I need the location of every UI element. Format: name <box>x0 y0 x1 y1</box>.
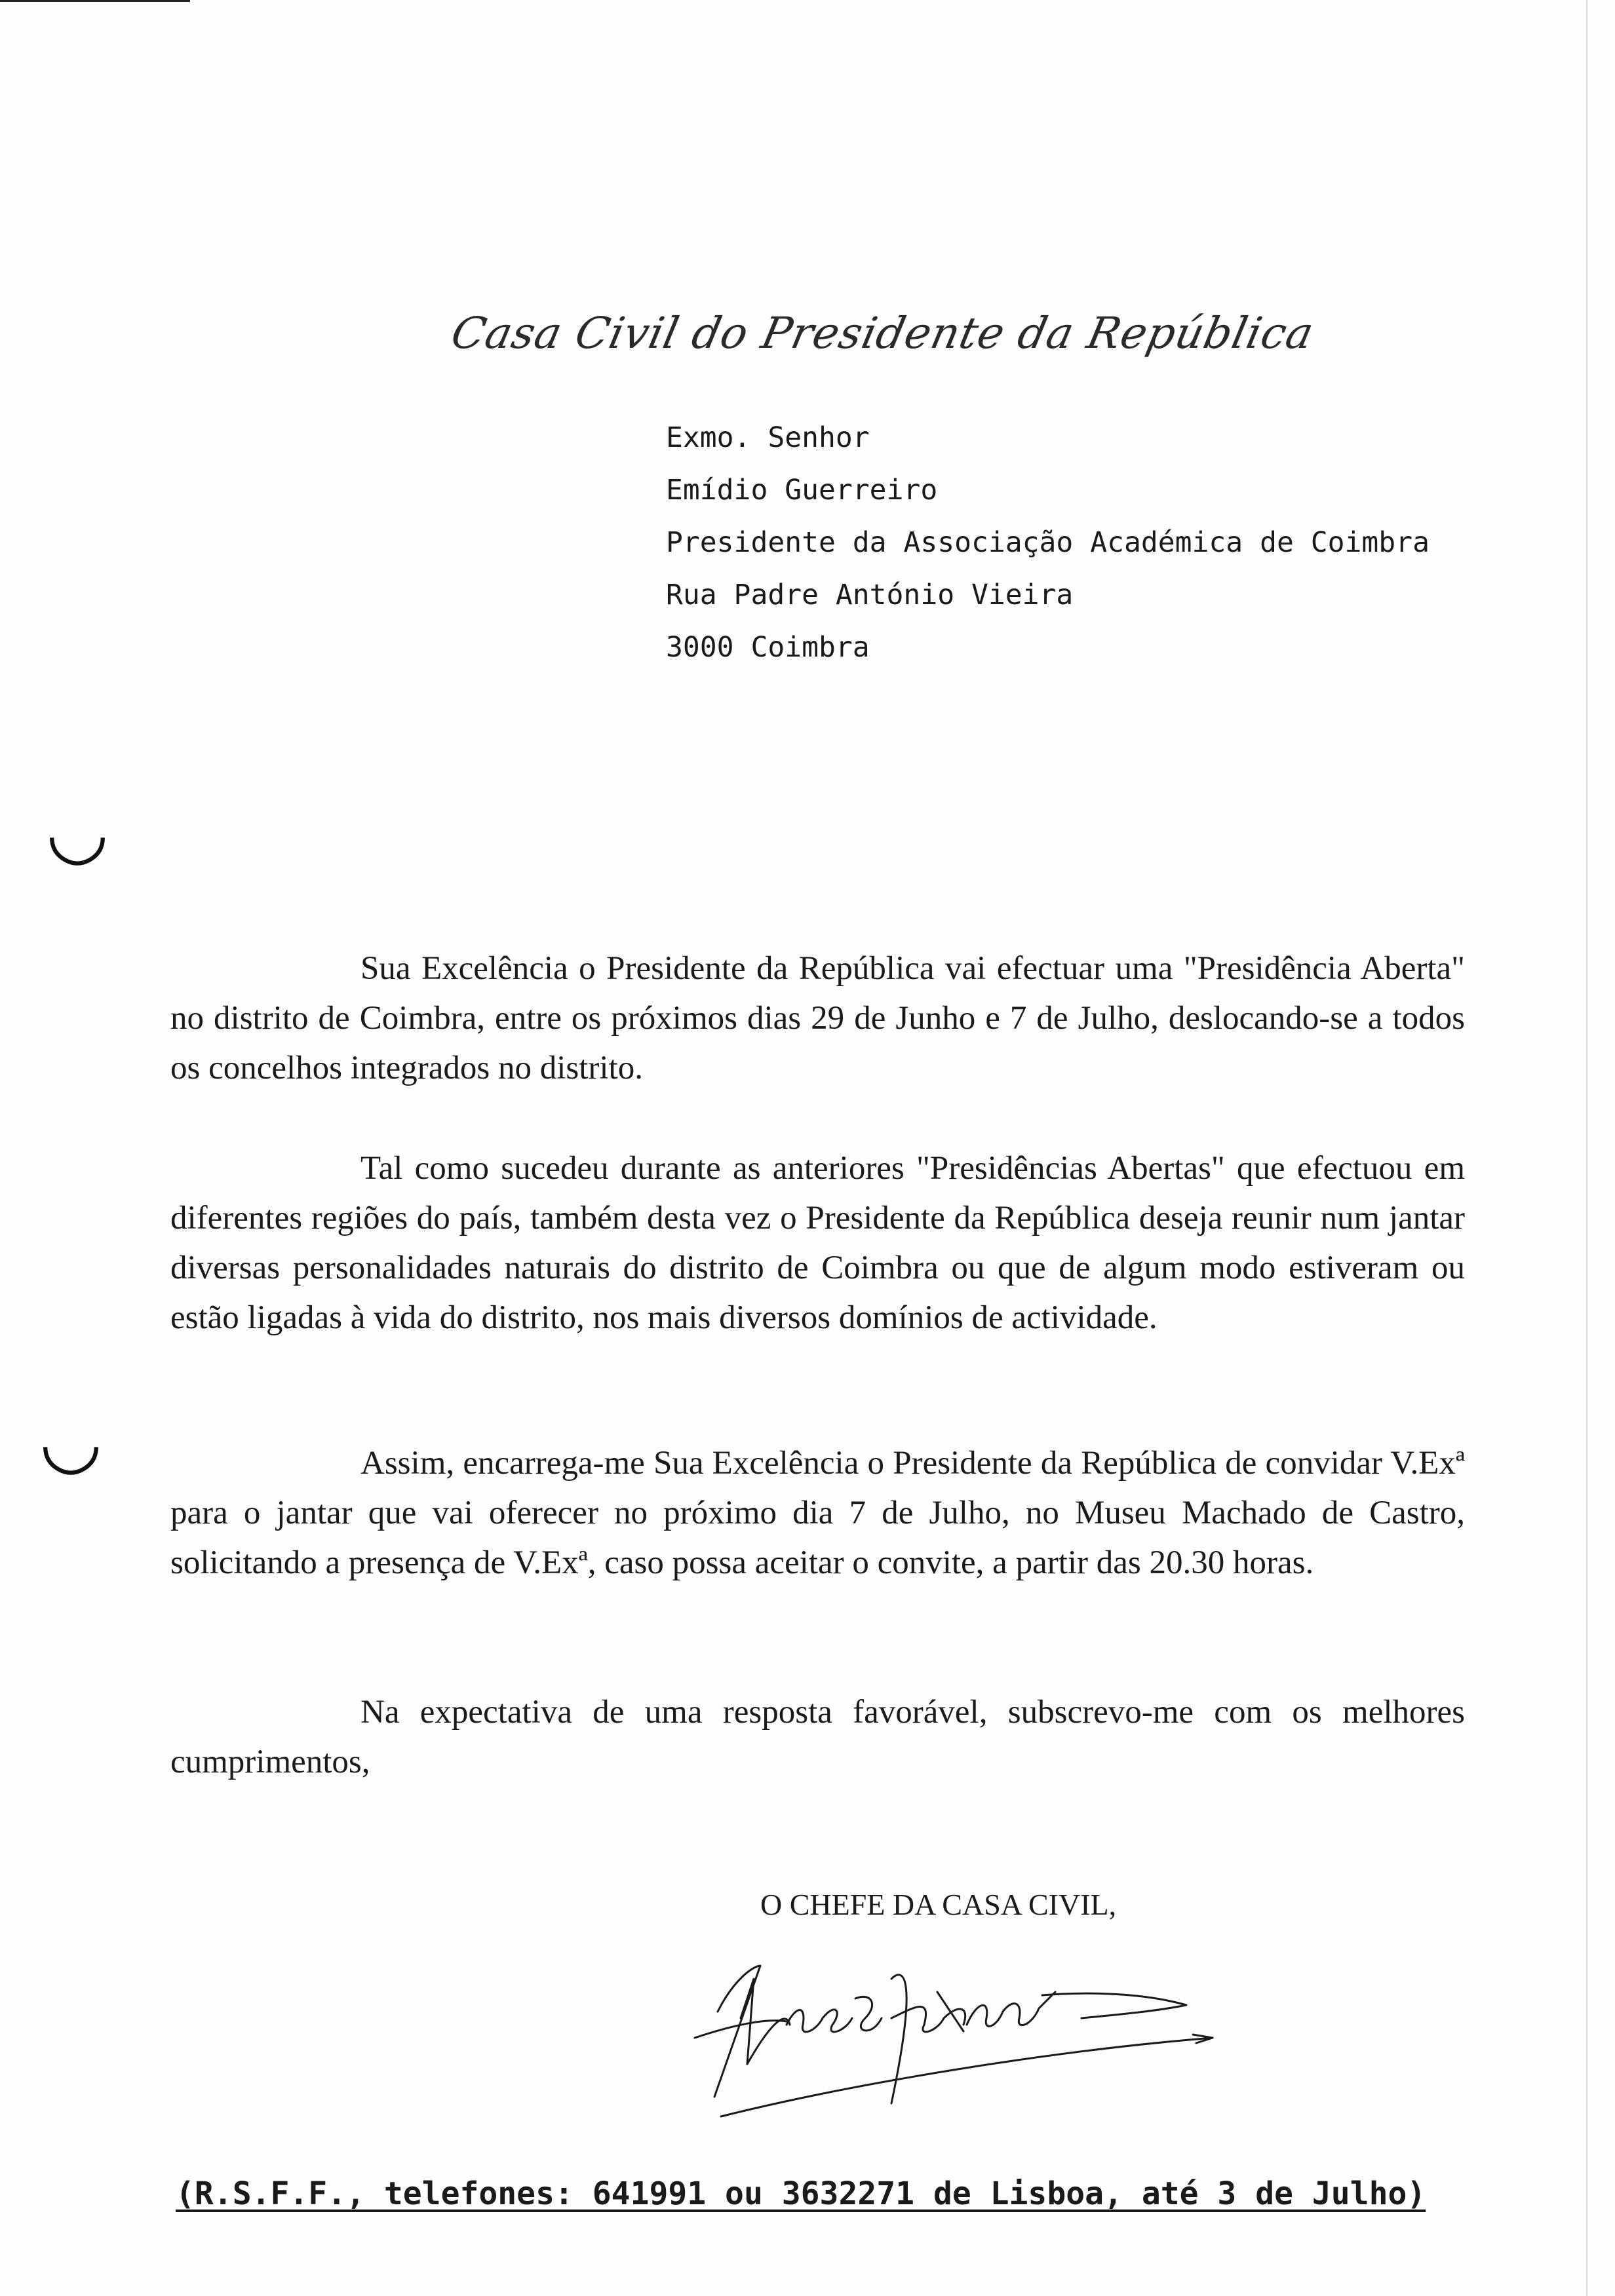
top-rule <box>0 0 190 2</box>
recipient-line: Rua Padre António Vieira <box>666 579 1074 611</box>
paragraph-4: Na expectativa de uma resposta favorável, subscrevo-me com os melhores cumprimentos, <box>170 1694 1465 1780</box>
margin-punch-mark: ◡ <box>39 1399 102 1483</box>
paragraph-3: Assim, encarrega-me Sua Excelência o Presidente da República de convidar V.Exª para o jantar que vai oferecer no próximo dia 7 de Julho, no Museu Machado de Castro, solicitando a presença de V.Exª, caso possa aceitar o convite, a partir das 20.30 horas. <box>170 1445 1465 1581</box>
body-paragraph <box>170 1438 1465 1588</box>
margin-punch-mark: ◡ <box>46 790 109 873</box>
footer-note: (R.S.F.F., telefones: 641991 ou 3632271 de Lisboa, até 3 de Julho) <box>176 2175 1426 2212</box>
closing-title: O CHEFE DA CASA CIVIL, <box>760 1888 1117 1921</box>
paragraph-2: Tal como sucedeu durante as anteriores "Presidências Abertas" que efectuou em diferentes regiões do país, também desta vez o Presidente da República deseja reunir num jantar diversas personalidades naturais do distrito de Coimbra ou que de algum modo estiveram ou estão ligadas à vida do distrito, nos mais diversos domínios de actividade. <box>170 1150 1465 1336</box>
paragraph-1: Sua Excelência o Presidente da República vai efectuar uma "Presidência Aberta" no distrito de Coimbra, entre os próximos dias 29 de Junho e 7 de Julho, deslocando-se a todos os concelhos integrados no distrito. <box>170 950 1465 1086</box>
recipient-line: 3000 Coimbra <box>666 631 870 664</box>
signature <box>655 1940 1245 2136</box>
recipient-line: Exmo. Senhor <box>666 421 870 454</box>
recipient-line: Presidente da Associação Académica de Coimbra <box>666 526 1430 559</box>
page-edge <box>1586 0 1587 2296</box>
letterhead: Casa Civil do Presidente da República <box>446 308 1319 358</box>
body-paragraph <box>170 1143 1465 1343</box>
body-paragraph <box>170 944 1465 1093</box>
recipient-address <box>666 411 1430 674</box>
recipient-line: Emídio Guerreiro <box>666 474 938 507</box>
body-paragraph <box>170 1687 1465 1787</box>
